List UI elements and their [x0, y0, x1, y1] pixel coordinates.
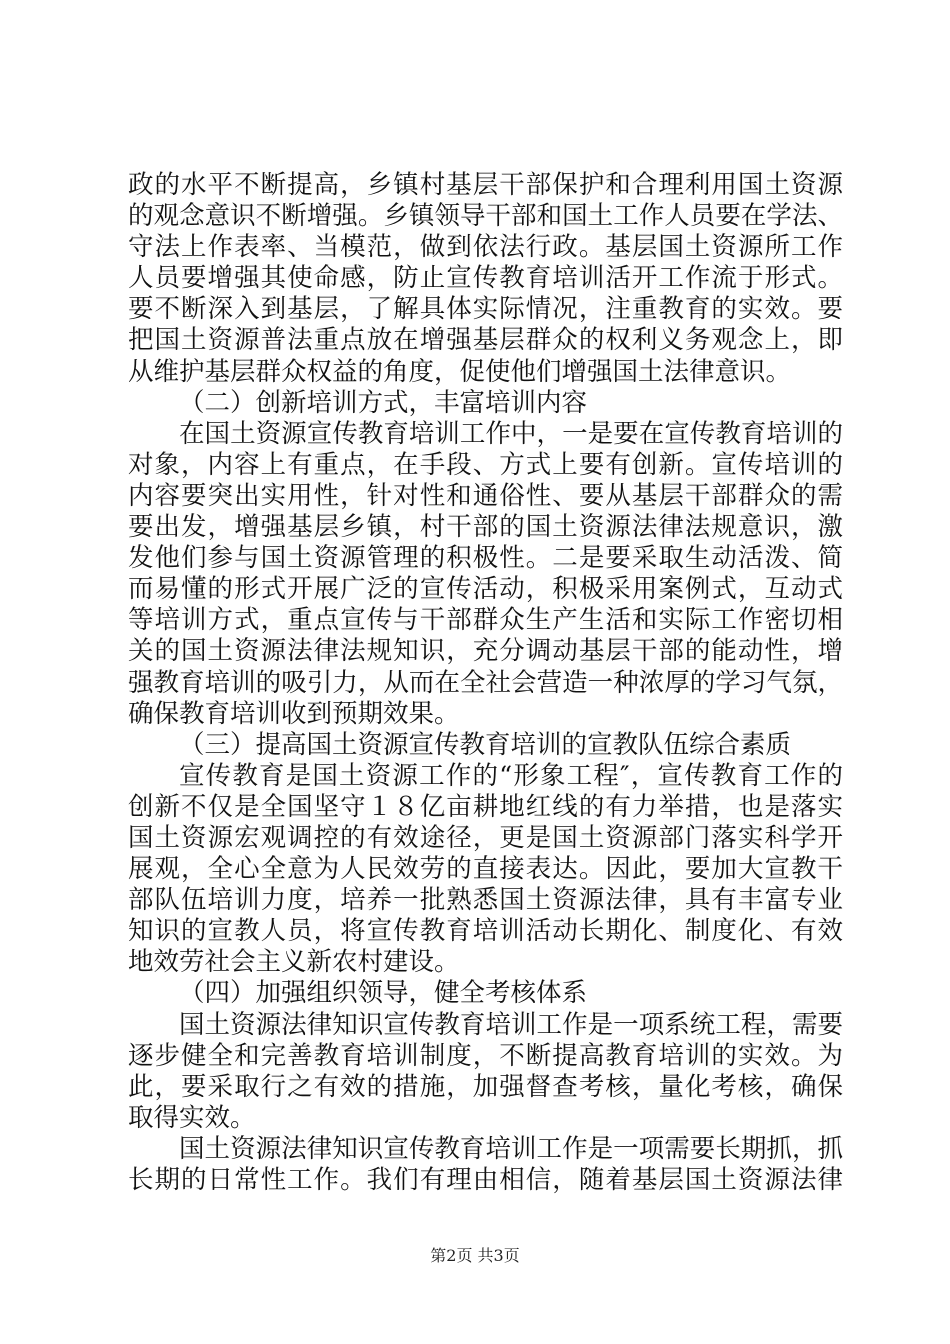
- text-line: 守法上作表率、当模范，做到依法行政。基层国土资源所工作: [128, 232, 843, 263]
- text-line: 关的国土资源法律法规知识，充分调动基层干部的能动性，增: [128, 636, 843, 667]
- section-heading: （三）提高国土资源宣传教育培训的宣教队伍综合素质: [179, 729, 792, 760]
- text-line: 部队伍培训力度，培养一批熟悉国土资源法律，具有丰富专业: [128, 885, 843, 916]
- text-line: 强教育培训的吸引力，从而在全社会营造一种浓厚的学习气氛，: [128, 667, 843, 698]
- text-line: 确保教育培训收到预期效果。: [128, 698, 460, 729]
- section-heading: （四）加强组织领导，健全考核体系: [179, 978, 588, 1009]
- text-line: 知识的宣教人员，将宣传教育培训活动长期化、制度化、有效: [128, 916, 843, 947]
- text-line: 地效劳社会主义新农村建设。: [128, 947, 460, 978]
- text-line: 国土资源法律知识宣传教育培训工作是一项需要长期抓，抓: [179, 1133, 843, 1164]
- text-line: 取得实效。: [128, 1102, 256, 1133]
- text-line: 要不断深入到基层，了解具体实际情况，注重教育的实效。要: [128, 294, 843, 325]
- text-line: 国土资源宏观调控的有效途径，更是国土资源部门落实科学开: [128, 822, 843, 853]
- text-line: 把国土资源普法重点放在增强基层群众的权利义务观念上，即: [128, 325, 843, 356]
- text-line: 要出发，增强基层乡镇，村干部的国土资源法律法规意识，激: [128, 512, 843, 543]
- text-line: 发他们参与国土资源管理的积极性。二是要采取生动活泼、简: [128, 543, 843, 574]
- text-line: 人员要增强其使命感，防止宣传教育培训活开工作流于形式。: [128, 263, 843, 294]
- text-line: 宣传教育是国土资源工作的“形象工程″，宣传教育工作的: [179, 760, 843, 791]
- section-heading: （二）创新培训方式，丰富培训内容: [179, 387, 588, 418]
- text-line: 等培训方式，重点宣传与干部群众生产生活和实际工作密切相: [128, 605, 843, 636]
- text-line: 逐步健全和完善教育培训制度，不断提高教育培训的实效。为: [128, 1040, 843, 1071]
- document-body: [128, 170, 843, 1196]
- page-footer: 第2页 共3页: [430, 1246, 520, 1265]
- text-line: 内容要突出实用性，针对性和通俗性、要从基层干部群众的需: [128, 480, 843, 511]
- text-line: 长期的日常性工作。我们有理由相信，随着基层国土资源法律: [128, 1165, 843, 1195]
- text-line: 此，要采取行之有效的措施，加强督查考核，量化考核，确保: [128, 1071, 843, 1102]
- text-line: 的观念意识不断增强。乡镇领导干部和国土工作人员要在学法、: [128, 201, 843, 232]
- text-line: 展观，全心全意为人民效劳的直接表达。因此，要加大宣教干: [128, 854, 843, 885]
- text-line: 政的水平不断提高，乡镇村基层干部保护和合理利用国土资源: [128, 170, 843, 200]
- text-line: 而易懂的形式开展广泛的宣传活动，积极采用案例式，互动式: [128, 574, 843, 605]
- text-line: 从维护基层群众权益的角度，促使他们增强国土法律意识。: [128, 356, 792, 387]
- text-line: 国土资源法律知识宣传教育培训工作是一项系统工程，需要: [179, 1009, 843, 1040]
- text-line: 对象，内容上有重点，在手段、方式上要有创新。宣传培训的: [128, 449, 843, 480]
- text-line: 创新不仅是全国坚守１８亿亩耕地红线的有力举措，也是落实: [128, 791, 843, 822]
- text-line: 在国土资源宣传教育培训工作中，一是要在宣传教育培训的: [179, 418, 843, 449]
